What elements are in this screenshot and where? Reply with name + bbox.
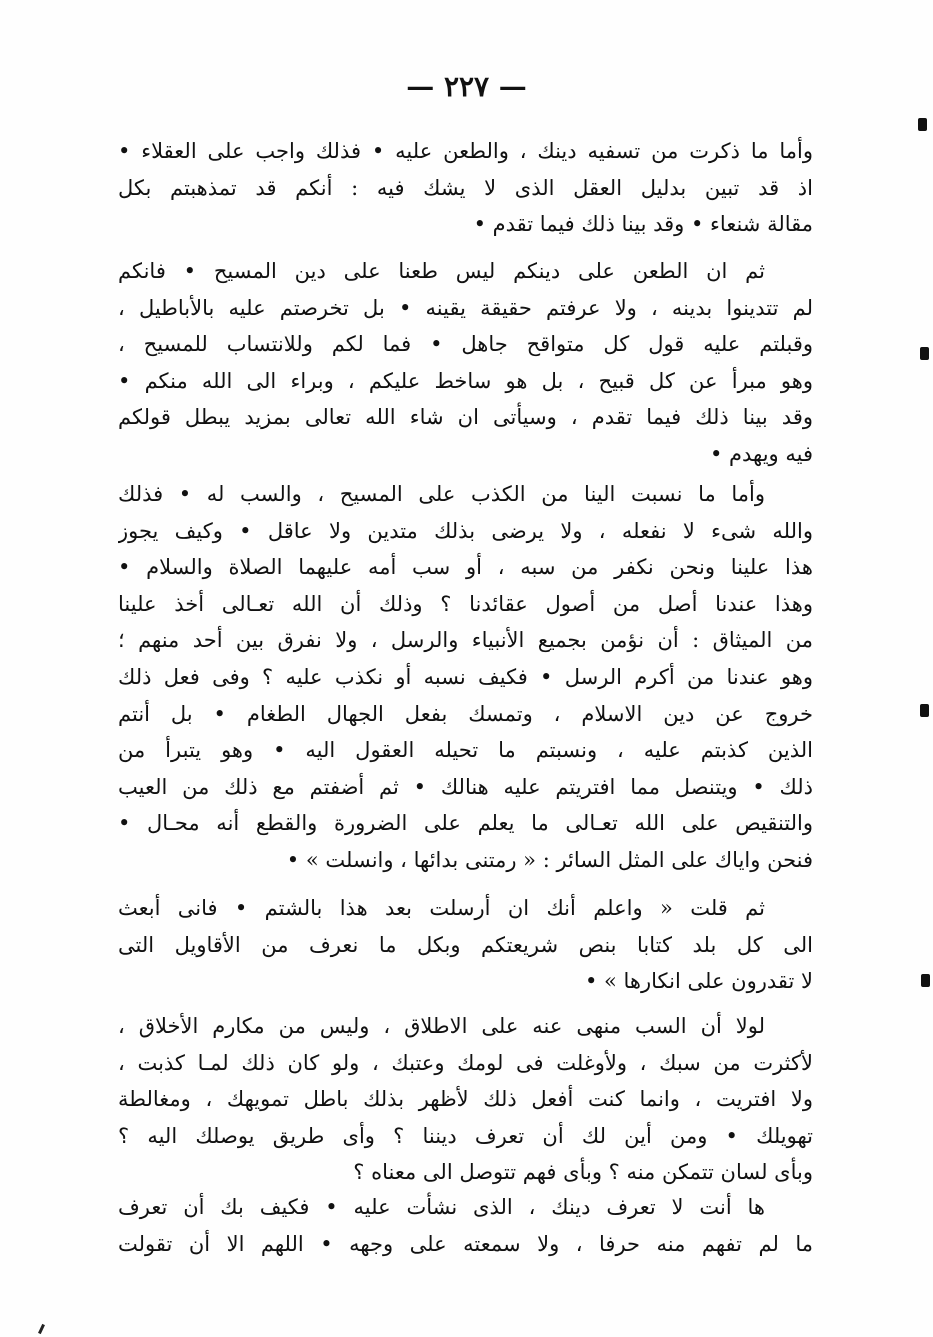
text-line: والتنقيص على الله تعـالى ما يعلم على الضرورة والقطع أنه محـال • (118, 811, 813, 836)
text-line: فنحن واياك على المثل السائر : « رمتنى بدائها ، وانسلت » • (286, 847, 813, 872)
paragraph (118, 253, 813, 473)
scan-mark (920, 347, 929, 360)
text-line: ولا افتريت ، وانما كنت أفعل ذلك لأظهر بذلك باطل تمويهك ، ومغالطة (118, 1087, 813, 1112)
paragraph (118, 133, 813, 243)
text-line: لأكثرت من سبك ، ولأوغلت فى لومك وعتبك ، ولو كان ذلك لمـا كذبت ، (118, 1050, 813, 1075)
text-line: ها أنت لا تعرف دينك ، الذى نشأت عليه • فكيف بك أن تعرف (118, 1195, 765, 1219)
page-number: — ٢٢٧ — (406, 70, 527, 103)
text-line: مقالة شنعاء • وقد بينا ذلك فيما تقدم • (473, 212, 813, 237)
text-line: وقبلتم عليه قول كل متواقح جاهل • فما لكم وللانتساب للمسيح ، (118, 332, 813, 357)
text-line: وهو مبرأ عن كل قبيح ، بل هو ساخط عليكم ، وبراء الى الله منكم • (118, 368, 813, 393)
scan-mark (921, 974, 930, 987)
text-line: فيه ويهدم • (709, 441, 813, 466)
text-line: وقد بينا ذلك فيما تقدم ، وسيأتى ان شاء الله تعالى بمزيد يبطل قولكم (118, 405, 813, 430)
text-line: ذلك • ويتنصل مما افتريتم عليه هنالك • ثم أضفتم مع ذلك من العيب (118, 774, 813, 799)
text-line: اذ قد تبين بدليل العقل الذى لا يشك فيه : أنكم قد تمذهبتم بكل (118, 175, 813, 200)
text-line: وهو عندنا من أكرم الرسل • فكيف نسبه أو نكذب عليه ؟ وفى فعل ذلك (118, 664, 813, 689)
paragraph (118, 1008, 813, 1191)
scan-mark (918, 118, 927, 131)
text-line: والله شىء لا نفعله ، ولا يرضى بذلك متدين ولا عاقل • وكيف يجوز (118, 518, 813, 543)
text-line: الى كل بلد كتابا بنص شريعتكم وبكل ما نعرف من الأقاويل التى (118, 932, 813, 957)
text-line: وأما ما ذكرت من تسفيه دينك ، والطعن عليه • فذلك واجب على العقلاء • (118, 139, 813, 163)
scan-mark (38, 1324, 45, 1334)
paragraph (118, 476, 813, 879)
text-line: وهذا عندنا أصل من أصول عقائدنا ؟ وذلك أن الله تعـالى أخذ علينا (118, 591, 813, 616)
text-line: الذين كذبتم عليه ، ونسبتم ما تحيله العقول اليه • وهو يتبرأ من (118, 738, 813, 763)
text-line: لولا أن السب منهى عنه على الاطلاق ، وليس من مكارم الأخلاق ، (118, 1014, 765, 1038)
text-line: خروج عن دين الاسلام ، وتمسك بفعل الجهال الطغام • بل أنتم (118, 701, 813, 726)
text-line: هذا علينا ونحن نكفر من سبه ، أو سب أمه عليهما الصلاة والسلام • (118, 555, 813, 580)
text-line: وبأى لسان تتمكن منه ؟ وبأى فهم تتوصل الى معناه ؟ (353, 1160, 813, 1185)
text-line: من الميثاق : أن نؤمن بجميع الأنبياء والرسل ، ولا نفرق بين أحد منهم ؛ (118, 628, 813, 653)
text-line: ثم ان الطعن على دينكم ليس طعنا على دين المسيح • فانكم (118, 259, 765, 283)
text-line: لم تتدينوا بدينه ، ولا عرفتم حقيقة يقينه • بل تخرصتم عليه بالأباطيل ، (118, 295, 813, 320)
paragraph (118, 890, 813, 1000)
text-line: تهويلك • ومن أين لك أن تعرف ديننا ؟ وأى طريق يوصلك اليه ؟ (118, 1123, 813, 1148)
scan-mark (920, 704, 929, 717)
text-line: ثم قلت « واعلم أنك ان أرسلت بعد هذا بالشتم • فانى أبعث (118, 896, 765, 920)
text-line: ما لم تفهم منه حرفا ، ولا سمعته على وجهه • اللهم الا أن تقولت (118, 1231, 813, 1256)
text-line: لا تقدرون على انكارها » • (584, 969, 813, 994)
paragraph (118, 1189, 813, 1262)
text-line: وأما ما نسبت الينا من الكذب على المسيح ، والسب له • فذلك (118, 482, 765, 506)
